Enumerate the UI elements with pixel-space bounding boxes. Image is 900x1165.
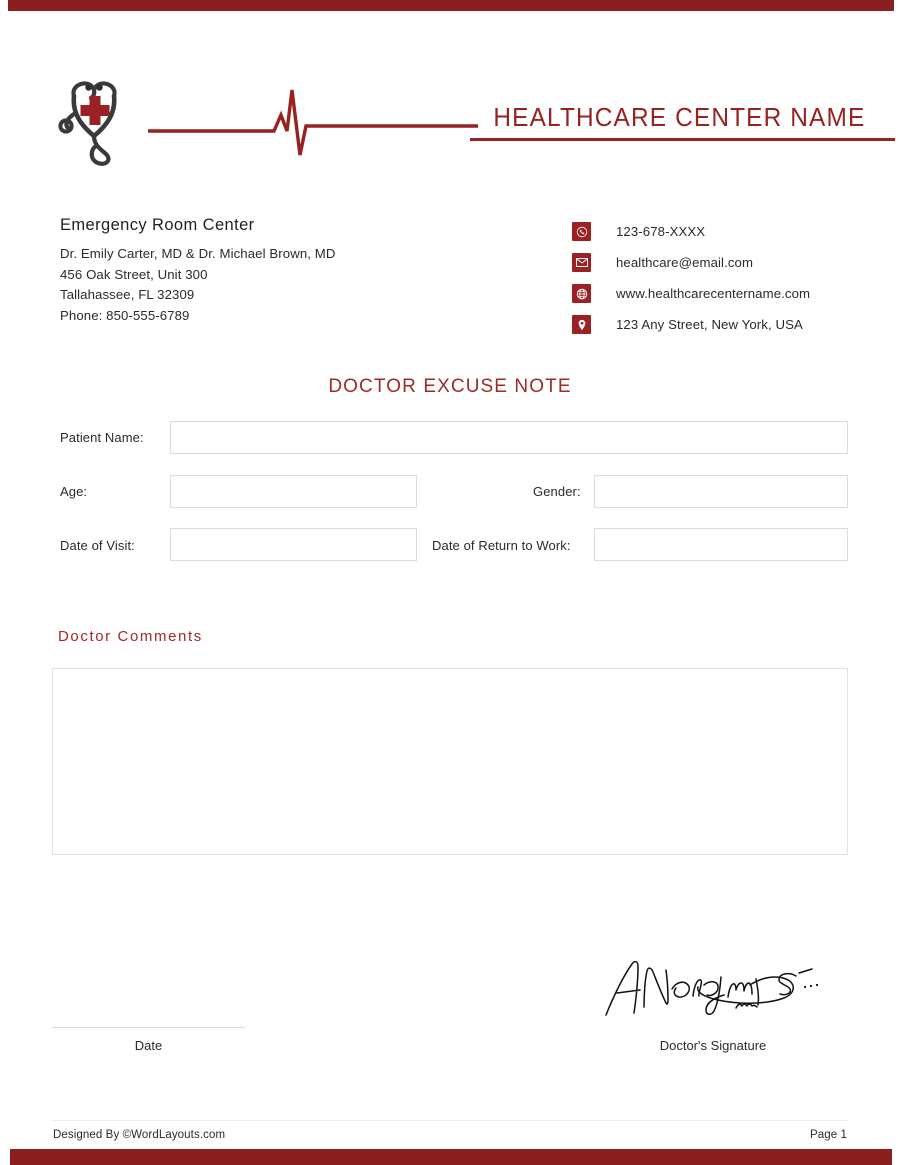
footer-divider-rule (52, 1120, 848, 1121)
phone-icon (572, 222, 591, 241)
brand-title: HEALTHCARE CENTER NAME (493, 102, 866, 132)
stethoscope-heart-cross-icon (52, 70, 152, 170)
heartbeat-line-icon (148, 82, 478, 162)
contact-row-website (572, 278, 892, 309)
clinic-address-line: Tallahassee, FL 32309 (60, 287, 195, 302)
header-divider-rule (470, 138, 895, 141)
age-label: Age: (60, 484, 88, 499)
doctor-comments-textarea[interactable] (52, 668, 848, 855)
doctor-signature-caption: Doctor's Signature (659, 1038, 767, 1053)
contact-address-text: 123 Any Street, New York, USA (616, 317, 803, 332)
clinic-address-block (60, 216, 520, 326)
contact-website-text: www.healthcarecentername.com (616, 286, 811, 301)
contact-row-phone (572, 216, 892, 247)
contact-phone-text: 123-678-XXXX (616, 224, 706, 239)
date-of-visit-label: Date of Visit: (60, 538, 135, 553)
date-of-return-label: Date of Return to Work: (432, 538, 571, 553)
letterhead-header (0, 60, 900, 180)
footer-page-number: Page 1 (809, 1129, 847, 1141)
patient-name-input[interactable] (170, 421, 848, 454)
contact-email-text: healthcare@email.com (616, 255, 754, 270)
email-icon (572, 253, 591, 272)
top-accent-bar (8, 0, 894, 11)
contact-row-address (572, 309, 892, 340)
document-title: DOCTOR EXCUSE NOTE (328, 376, 572, 397)
contact-row-email (572, 247, 892, 278)
date-of-return-input[interactable] (594, 528, 848, 561)
gender-label: Gender: (533, 484, 581, 499)
age-input[interactable] (170, 475, 417, 508)
globe-icon (572, 284, 591, 303)
clinic-name: Emergency Room Center (60, 216, 255, 234)
date-of-visit-input[interactable] (170, 528, 417, 561)
contact-details-block (572, 216, 892, 340)
date-signature-line (52, 1027, 245, 1028)
clinic-address-line: Phone: 850-555-6789 (60, 307, 190, 323)
clinic-address-line: 456 Oak Street, Unit 300 (60, 266, 208, 282)
clinic-address-line: Dr. Emily Carter, MD & Dr. Michael Brown, MD (60, 246, 336, 261)
date-caption: Date (134, 1038, 163, 1053)
handwritten-signature-icon (600, 955, 830, 1020)
patient-name-label: Patient Name: (60, 430, 144, 445)
gender-input[interactable] (594, 475, 848, 508)
doctor-comments-heading: Doctor Comments (58, 628, 203, 645)
footer-credit: Designed By ©WordLayouts.com (53, 1129, 226, 1141)
bottom-accent-bar (10, 1149, 892, 1165)
location-pin-icon (572, 315, 591, 334)
